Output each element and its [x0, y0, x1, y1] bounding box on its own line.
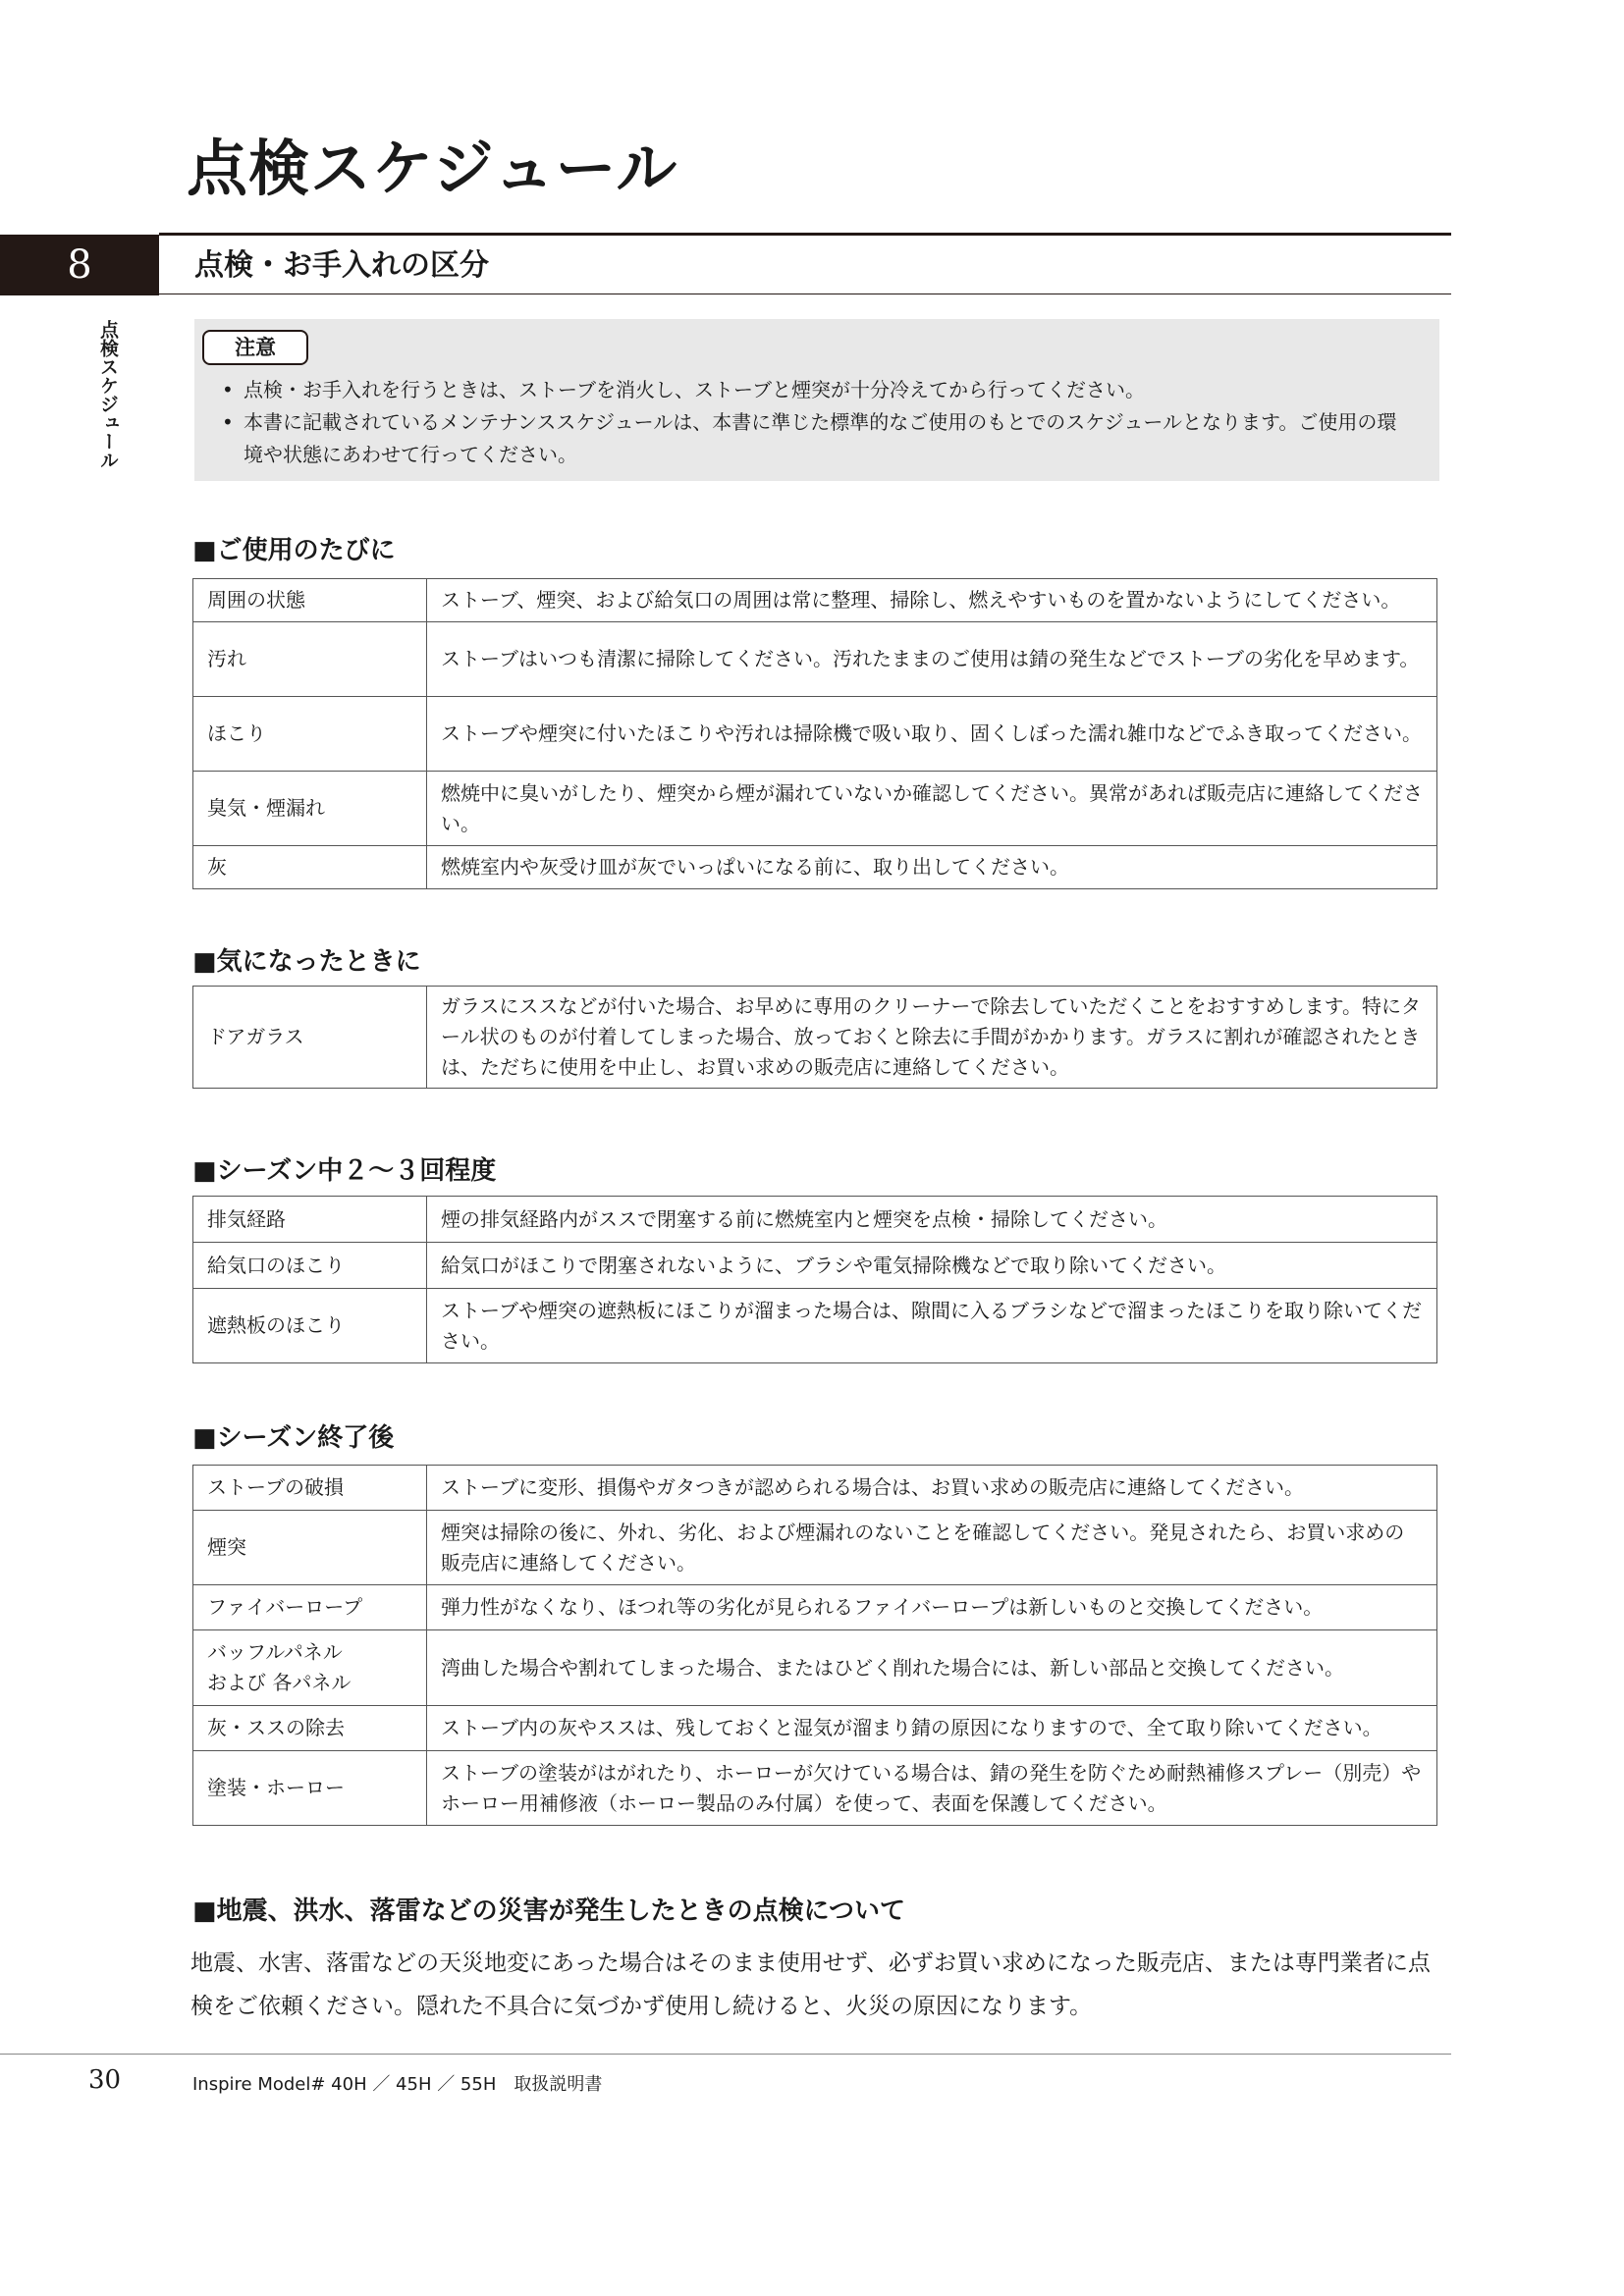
row-label: ストーブの破損	[193, 1466, 427, 1511]
caution-item	[222, 406, 1412, 471]
row-text: ストーブ、煙突、および給気口の周囲は常に整理、掃除し、燃えやすいものを置かないようにしてください。	[427, 579, 1437, 622]
footer-rule	[0, 2054, 1451, 2055]
row-label: 周囲の状態	[193, 579, 427, 622]
row-text: ストーブの塗装がはがれたり、ホーローが欠けている場合は、錆の発生を防ぐため耐熱補修スプレー（別売）やホーロー用補修液（ホーロー製品のみ付属）を使って、表面を保護してください。	[427, 1751, 1437, 1826]
table-row	[193, 1511, 1437, 1585]
row-text: 煙の排気経路内がススで閉塞する前に燃焼室内と煙突を点検・掃除してください。	[427, 1197, 1437, 1243]
caution-text: 点検・お手入れを行うときは、ストーブを消火し、ストーブと煙突が十分冷えてから行ってください。	[244, 378, 1145, 401]
table-row	[193, 846, 1437, 889]
row-text: ストーブはいつも清潔に掃除してください。汚れたままのご使用は錆の発生などでストーブの劣化を早めます。	[427, 622, 1437, 697]
row-label: ほこり	[193, 697, 427, 772]
bullet-icon: •	[222, 378, 234, 401]
row-label: 遮熱板のほこり	[193, 1289, 427, 1363]
row-text: ストーブに変形、損傷やガタつきが認められる場合は、お買い求めの販売店に連絡してください。	[427, 1466, 1437, 1511]
row-text: 燃焼中に臭いがしたり、煙突から煙が漏れていないか確認してください。異常があれば販売店に連絡してください。	[427, 772, 1437, 846]
section-heading-disaster: ■地震、洪水、落雷などの災害が発生したときの点検について	[192, 1896, 906, 1926]
row-text: 湾曲した場合や割れてしまった場合、またはひどく削れた場合には、新しい部品と交換してください。	[427, 1630, 1437, 1706]
table-row	[193, 1630, 1437, 1706]
table-row	[193, 772, 1437, 846]
row-label: ファイバーロープ	[193, 1585, 427, 1630]
row-label: 灰・ススの除去	[193, 1706, 427, 1751]
row-label: バッフルパネル および 各パネル	[193, 1630, 427, 1706]
table-row	[193, 1585, 1437, 1630]
table-row	[193, 1706, 1437, 1751]
row-label: 汚れ	[193, 622, 427, 697]
side-chapter-label: 点検スケジュール	[97, 320, 119, 469]
row-label: 排気経路	[193, 1197, 427, 1243]
page-number: 30	[88, 2065, 122, 2095]
section-heading-mid-season: ■シーズン中２～３回程度	[192, 1156, 497, 1186]
row-text: 弾力性がなくなり、ほつれ等の劣化が見られるファイバーロープは新しいものと交換してください。	[427, 1585, 1437, 1630]
table-row	[193, 697, 1437, 772]
row-text: 燃焼室内や灰受け皿が灰でいっぱいになる前に、取り出してください。	[427, 846, 1437, 889]
footer-model-text: Inspire Model# 40H ／ 45H ／ 55H 取扱説明書	[192, 2074, 603, 2095]
row-label: 臭気・煙漏れ	[193, 772, 427, 846]
row-label: ドアガラス	[193, 987, 427, 1089]
bullet-icon: •	[222, 410, 234, 434]
caution-list	[222, 374, 1412, 471]
caution-item	[222, 374, 1412, 406]
page-title: 点検スケジュール	[187, 133, 678, 204]
row-text: ストーブや煙突の遮熱板にほこりが溜まった場合は、隙間に入るブラシなどで溜まったほこりを取り除いてください。	[427, 1289, 1437, 1363]
table-row	[193, 1289, 1437, 1363]
row-text: ストーブや煙突に付いたほこりや汚れは掃除機で吸い取り、固くしぼった濡れ雑巾などでふき取ってください。	[427, 697, 1437, 772]
disaster-paragraph: 地震、水害、落雷などの天災地変にあった場合はそのまま使用せず、必ずお買い求めになった販売店、または専門業者に点検をご依頼ください。隠れた不具合に気づかず使用し続けると、火災の原因になります。	[190, 1950, 1431, 2019]
section-heading-when-noticed: ■気になったときに	[192, 947, 421, 977]
section-heading-end-of-season: ■シーズン終了後	[192, 1423, 395, 1453]
table-row	[193, 579, 1437, 622]
header-rule	[159, 233, 1451, 236]
row-label: 給気口のほこり	[193, 1243, 427, 1289]
row-text: 給気口がほこりで閉塞されないように、ブラシや電気掃除機などで取り除いてください。	[427, 1243, 1437, 1289]
row-label: 塗装・ホーロー	[193, 1751, 427, 1826]
section-title: 点検・お手入れの区分	[194, 248, 489, 283]
table-row	[193, 1466, 1437, 1511]
row-text: 煙突は掃除の後に、外れ、劣化、および煙漏れのないことを確認してください。発見されたら、お買い求めの販売店に連絡してください。	[427, 1511, 1437, 1585]
schedule-table-end-of-season	[192, 1465, 1437, 1826]
table-row	[193, 1243, 1437, 1289]
table-row	[193, 1751, 1437, 1826]
schedule-table-when-noticed	[192, 986, 1437, 1089]
caution-box	[194, 319, 1439, 481]
row-text: ガラスにススなどが付いた場合、お早めに専用のクリーナーで除去していただくことをおすすめします。特にタール状のものが付着してしまった場合、放っておくと除去に手間がかかります。ガラスに割れが確認されたときは、ただちに使用を中止し、お買い求めの販売店に連絡してください。	[427, 987, 1437, 1089]
chapter-number-box: 8	[0, 235, 159, 295]
schedule-table-every-use	[192, 578, 1437, 889]
schedule-table-mid-season	[192, 1196, 1437, 1363]
table-row	[193, 622, 1437, 697]
table-row	[193, 1197, 1437, 1243]
caution-text: 本書に記載されているメンテナンススケジュールは、本書に準じた標準的なご使用のもとでのスケジュールとなります。ご使用の環境や状態にあわせて行ってください。	[244, 410, 1397, 466]
caution-tag: 注意	[202, 330, 308, 365]
row-label: 灰	[193, 846, 427, 889]
row-label: 煙突	[193, 1511, 427, 1585]
section-heading-every-use: ■ご使用のたびに	[192, 536, 396, 565]
table-row	[193, 987, 1437, 1089]
row-text: ストーブ内の灰やススは、残しておくと湿気が溜まり錆の原因になりますので、全て取り除いてください。	[427, 1706, 1437, 1751]
